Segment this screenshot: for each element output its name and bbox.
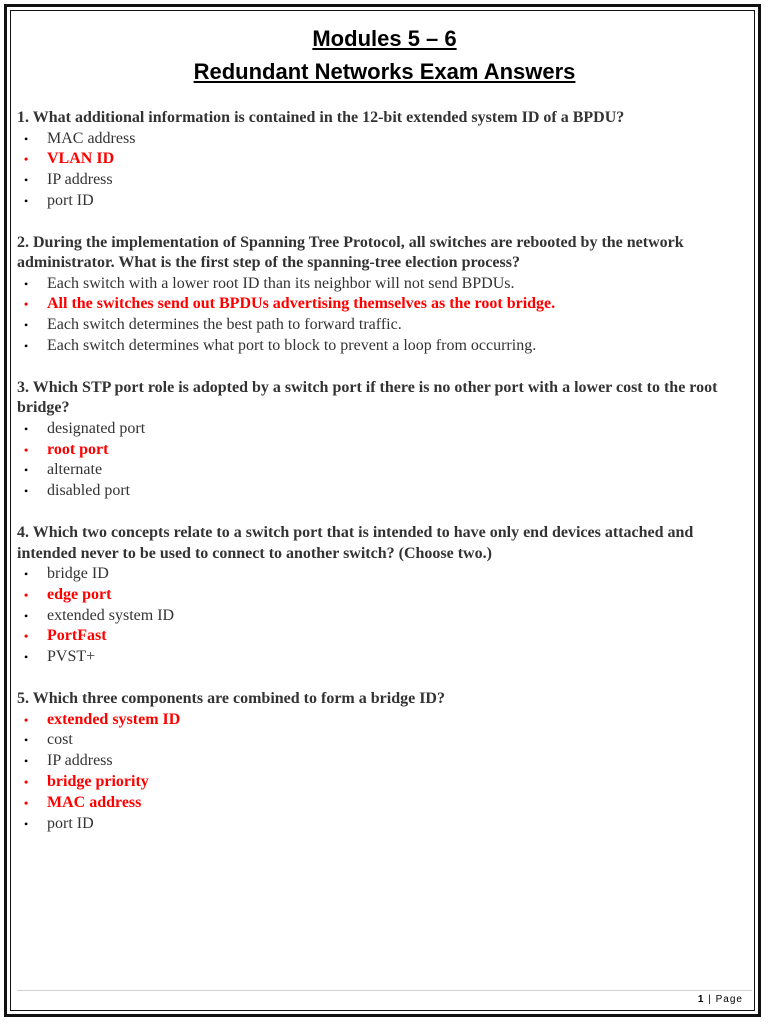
bullet-icon: • — [24, 442, 29, 457]
answer-option — [17, 730, 752, 751]
correct-answer-option — [17, 440, 752, 461]
answer-option-text: IP address — [47, 171, 113, 189]
question-list — [17, 108, 752, 834]
page-footer — [698, 994, 743, 1005]
answer-options — [17, 419, 752, 502]
bullet-icon: • — [24, 774, 29, 789]
answer-option — [17, 564, 752, 585]
bullet-icon: • — [24, 421, 29, 436]
question-text: 3. Which STP port role is adopted by a switch port if there is no other port with a lower cost to the root bridge? — [17, 378, 718, 417]
bullet-icon: • — [24, 733, 29, 748]
correct-answer-option — [17, 626, 752, 647]
bullet-icon: • — [24, 193, 29, 208]
answer-option-text: VLAN ID — [47, 150, 115, 168]
answer-option — [17, 419, 752, 440]
question-block — [17, 378, 752, 502]
answer-option — [17, 606, 752, 627]
footer-divider — [17, 990, 752, 991]
answer-option-text: Each switch determines the best path to forward traffic. — [47, 316, 402, 334]
question-block — [17, 689, 752, 834]
answer-option-text: All the switches send out BPDUs advertising themselves as the root bridge. — [47, 295, 556, 313]
answer-option — [17, 129, 752, 150]
answer-option — [17, 336, 752, 357]
answer-option — [17, 191, 752, 212]
bullet-icon: • — [24, 712, 29, 727]
bullet-icon: • — [24, 587, 29, 602]
answer-options — [17, 710, 752, 835]
answer-option-text: PVST+ — [47, 648, 96, 666]
bullet-icon: • — [24, 131, 29, 146]
correct-answer-option — [17, 710, 752, 731]
answer-option-text: cost — [47, 731, 73, 749]
answer-option — [17, 481, 752, 502]
bullet-icon: • — [24, 816, 29, 831]
bullet-icon: • — [24, 276, 29, 291]
bullet-icon: • — [24, 173, 29, 188]
answer-option — [17, 170, 752, 191]
correct-answer-option — [17, 294, 752, 315]
page-number: 1 — [697, 994, 705, 1005]
answer-option-text: port ID — [47, 814, 94, 832]
answer-option-text: Each switch determines what port to block to prevent a loop from occurring. — [47, 337, 537, 355]
answer-option-text: extended system ID — [47, 710, 181, 728]
bullet-icon: • — [24, 297, 29, 312]
answer-options — [17, 129, 752, 212]
question-text: 1. What additional information is contained in the 12-bit extended system ID of a BPDU? — [17, 109, 625, 126]
correct-answer-option — [17, 793, 752, 814]
answer-option-text: edge port — [47, 585, 112, 603]
bullet-icon: • — [24, 795, 29, 810]
bullet-icon: • — [24, 152, 29, 167]
answer-option — [17, 814, 752, 835]
bullet-icon: • — [24, 567, 29, 582]
page-label: Page — [715, 994, 743, 1005]
answer-option-text: bridge priority — [47, 772, 149, 790]
title-line-2: Redundant Networks Exam Answers — [193, 59, 576, 84]
answer-option — [17, 647, 752, 668]
answer-option — [17, 460, 752, 481]
answer-options — [17, 564, 752, 668]
answer-option-text: disabled port — [47, 482, 131, 500]
answer-options — [17, 274, 752, 357]
answer-option-text: designated port — [47, 419, 146, 437]
bullet-icon: • — [24, 463, 29, 478]
question-block — [17, 233, 752, 357]
bullet-icon: • — [24, 318, 29, 333]
answer-option-text: alternate — [47, 461, 103, 479]
bullet-icon: • — [24, 484, 29, 499]
bullet-icon: • — [24, 608, 29, 623]
correct-answer-option — [17, 772, 752, 793]
bullet-icon: • — [24, 650, 29, 665]
answer-option-text: bridge ID — [47, 565, 109, 583]
correct-answer-option — [17, 149, 752, 170]
question-text: 4. Which two concepts relate to a switch port that is intended to have only end devices attached and intended never to be used to connect to another switch? (Choose two.) — [17, 524, 694, 562]
answer-option-text: MAC address — [47, 129, 136, 147]
bullet-icon: • — [24, 339, 29, 354]
question-text: 5. Which three components are combined to form a bridge ID? — [17, 690, 445, 708]
answer-option-text: PortFast — [47, 627, 107, 645]
answer-option-text: extended system ID — [47, 606, 175, 624]
answer-option — [17, 274, 752, 295]
question-block — [17, 523, 752, 668]
answer-option-text: MAC address — [47, 793, 142, 811]
answer-option — [17, 751, 752, 772]
answer-option-text: root port — [47, 440, 109, 458]
answer-option — [17, 315, 752, 336]
document-content — [17, 22, 752, 855]
answer-option-text: IP address — [47, 752, 113, 770]
page-separator: | — [708, 994, 712, 1005]
correct-answer-option — [17, 585, 752, 606]
question-text: 2. During the implementation of Spanning Tree Protocol, all switches are rebooted by the network administrator. What is the first step of the spanning-tree election process? — [17, 233, 684, 272]
bullet-icon: • — [24, 754, 29, 769]
question-block — [17, 108, 752, 212]
bullet-icon: • — [24, 629, 29, 644]
answer-option-text: port ID — [47, 191, 94, 209]
title-line-1: Modules 5 – 6 — [312, 26, 457, 51]
answer-option-text: Each switch with a lower root ID than its neighbor will not send BPDUs. — [47, 274, 515, 292]
